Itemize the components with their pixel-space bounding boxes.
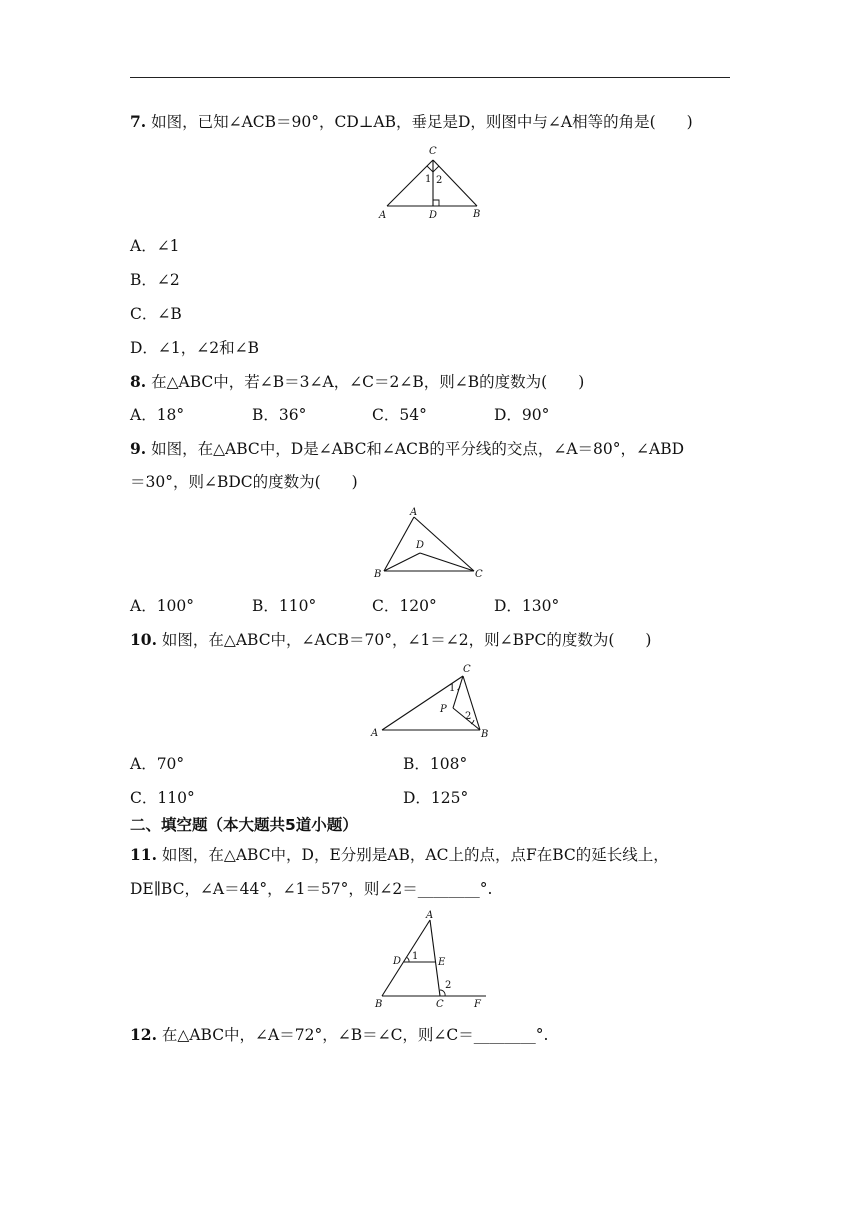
option-a: A．∠1: [130, 237, 180, 255]
figure-q9: [368, 503, 493, 585]
label-C: C: [475, 569, 483, 580]
question-number: 9.: [130, 439, 147, 458]
option-d: D．90°: [494, 406, 550, 424]
option-b: B．108°: [403, 755, 468, 773]
option-b: B．110°: [252, 597, 317, 615]
label-B: B: [481, 729, 489, 740]
option-c: C．54°: [372, 406, 427, 424]
question-text: 如图，在△ABC中，D，E分别是AB，AC上的点，点F在BC的延长线上，: [161, 846, 669, 864]
section-title: 二、填空题（本大题共5道小题）: [130, 816, 358, 834]
label-2: 2: [436, 175, 443, 186]
label-A: A: [410, 507, 418, 518]
question-8: [130, 372, 584, 392]
label-B: B: [374, 569, 382, 580]
figure-q11: [368, 908, 493, 1012]
question-10: [130, 630, 651, 650]
option-b: B．∠2: [130, 271, 180, 289]
question-text: 如图，在△ABC中，D是∠ABC和∠ACB的平分线的交点，∠A＝80°，∠ABD: [151, 440, 685, 458]
question-text: 在△ABC中，若∠B＝3∠A，∠C＝2∠B，则∠B的度数为( ): [151, 373, 585, 391]
option-a: A．18°: [130, 406, 185, 424]
label-2: 2: [465, 711, 472, 722]
question-text: 如图，已知∠ACB＝90°，CD⊥AB，垂足是D，则图中与∠A相等的角是( ): [151, 113, 693, 131]
option-d: D．130°: [494, 597, 560, 615]
question-number: 8.: [130, 372, 147, 391]
question-number: 10.: [130, 630, 157, 649]
option-d: D．125°: [403, 789, 469, 807]
question-9-line1: [130, 439, 684, 459]
label-E: E: [438, 957, 446, 968]
question-12: [130, 1025, 548, 1045]
label-B: B: [375, 999, 383, 1010]
label-1: 1: [412, 951, 419, 962]
question-number: 11.: [130, 845, 157, 864]
label-D: D: [429, 210, 438, 221]
option-c: C．110°: [130, 789, 195, 807]
figure-q7: [375, 142, 490, 224]
question-11-line1: [130, 845, 669, 865]
header-rule: [130, 77, 730, 78]
label-1: 1: [425, 174, 432, 185]
question-number: 7.: [130, 112, 147, 131]
option-b: B．36°: [252, 406, 307, 424]
label-C: C: [463, 664, 471, 675]
label-C: C: [429, 146, 437, 157]
label-C: C: [436, 999, 444, 1010]
option-c: C．120°: [372, 597, 437, 615]
label-2: 2: [445, 980, 452, 991]
question-text: 如图，在△ABC中，∠ACB＝70°，∠1＝∠2，则∠BPC的度数为( ): [161, 631, 652, 649]
label-P: P: [440, 704, 447, 715]
option-a: A．100°: [130, 597, 195, 615]
option-c: C．∠B: [130, 305, 182, 323]
label-A: A: [371, 728, 379, 739]
question-number: 12.: [130, 1025, 157, 1044]
label-D: D: [416, 540, 425, 551]
label-1: 1: [449, 683, 456, 694]
label-D: D: [393, 956, 402, 967]
question-9-line2: ＝30°，则∠BDC的度数为( ): [130, 473, 358, 491]
option-a: A．70°: [130, 755, 185, 773]
label-A: A: [379, 210, 387, 221]
label-B: B: [473, 209, 481, 220]
label-F: F: [474, 999, 481, 1010]
option-d: D．∠1，∠2和∠B: [130, 339, 260, 357]
question-11-line2: DE∥BC，∠A＝44°，∠1＝57°，则∠2＝________°.: [130, 880, 493, 898]
question-text: 在△ABC中，∠A＝72°，∠B＝∠C，则∠C＝________°.: [161, 1026, 549, 1044]
label-A: A: [426, 910, 434, 921]
question-7: [130, 112, 693, 132]
figure-q10: [368, 660, 493, 742]
